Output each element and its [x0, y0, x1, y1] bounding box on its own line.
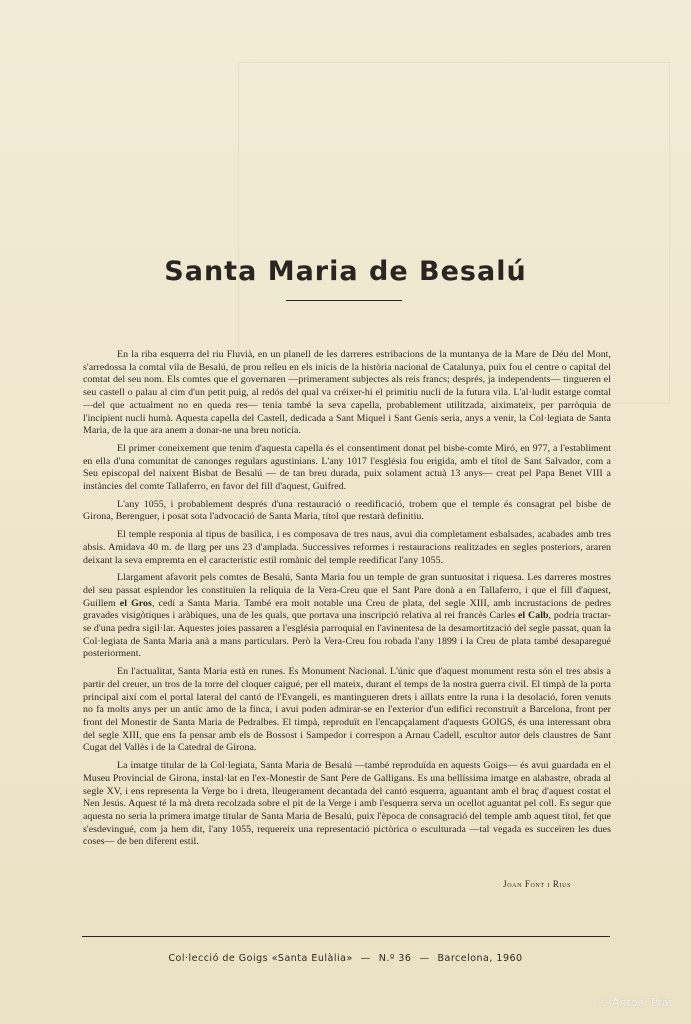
- paragraph: [83, 572, 611, 661]
- paragraph: [83, 443, 611, 494]
- footer-collection: Col·lecció de Goigs «Santa Eulàlia»: [168, 953, 353, 964]
- bold-epithet: el Calb: [517, 610, 549, 622]
- paragraph-text: , cedí a Santa Maria. També era molt notable una Creu de plata, del segle XIII, amb incrustacions de pedres gravades visigòtiques i aràbiques, una de les quals, que portava una inscripció relativa al rei francès Carles: [83, 597, 611, 622]
- article-body: [83, 349, 611, 854]
- footer: [0, 953, 691, 964]
- paragraph: [83, 349, 611, 438]
- paragraph: [83, 666, 611, 755]
- paragraph: [83, 760, 611, 849]
- paragraph-text: En la riba esquerra del riu Fluvià, en un planell de les darreres estribacions de la muntanya de la Mare de Déu del Mont, s'arredossa la comtal vila de Besalú, de prou relleu en els inicis de la història nacional de Catalunya, puix fou el centre o capital del comtat del seu nom. Els comtes que el governaren —primerament subjectes als reis francs; després, ja independents— tingueren el seu castell o palau al cim d'un petit puig, al redós del qual va créixer-hi el primitiu nucli de la futura vila. L'al·ludit estatge comtal —del que actualment no en queda res— tenia també la seva capella, probablement utilitzada, aiximateix, per parròquia de l'incipient nucli humà. Aquesta capella del Castell, dedicada a Sant Miquel i Sant Genís seria, anys a venir, la Col·legiata de Santa Maria, de la que ara anem a donar-ne una breu notícia.: [83, 349, 611, 437]
- author-signature: Joan Font i Rius: [503, 879, 571, 889]
- copyright-watermark: © Antoni Prat: [597, 996, 673, 1009]
- paragraph-text: L'any 1055, i probablement després d'una restauració o reedificació, trobem que el temple és consagrat pel bisbe de Girona, Berenguer, i posat sota l'advocació de Santa Maria, títol que restarà definitiu.: [83, 498, 611, 523]
- paragraph-text: El primer coneixement que tenim d'aquesta capella és el consentiment donat pel bisbe-comte Miró, en 977, a l'establiment en ella d'una comunitat de canonges regulars agustinians. L'any 1017 l'església fou erigida, amb el títol de Sant Salvador, com a Seu episcopal del naixent Bisbat de Besalú — de tan breu durada, puix solament actuà 13 anys— creat pel Papa Benet VIII a instàncies del comte Tallaferro, en favor del fill d'aquest, Guifred.: [83, 442, 611, 493]
- paragraph-text: El temple responia al tipus de basílica, i es composava de tres naus, avui dia completament esbalsades, acabades amb tres absis. Amidava 40 m. de llarg per uns 23 d'amplada. Successives reformes i restauracions realitzades en segles posteriors, araren deixant la seva empremta en el característic estil romànic del temple reedificat l'any 1055.: [83, 529, 611, 566]
- bold-epithet: el Gros: [119, 597, 152, 609]
- footer-number: N.º 36: [378, 953, 412, 964]
- paragraph-text: En l'actualitat, Santa Maria està en runes. Es Monument Nacional. L'únic que d'aquest monument resta són el tres absis a partir del creuer, un tros de la torre del cloquer caigué, per ell mateix, durant el temps de la nostra guerra civil. El timpà de la porta principal així com el portal lateral del cantó de l'Evangeli, es mantingueren drets i aïllats entre la runa i la desolació, foren venuts no fa molts anys per un antic amo de la finca, i avui poden admirar-se en l'exterior d'un edifici reconstruït a Barcelona, front per front del Monestir de Santa Maria de Pedralbes. El timpà, reproduït en l'encapçalament d'aquests GOIGS, és una interessant obra del segle XIII, que ens fa pensar amb els de Bossost i Sampedor i correspon a Arnau Cadell, escultor autor dels claustres de Sant Cugat del Vallès i de la Catedral de Girona.: [83, 666, 611, 754]
- footer-separator: —: [360, 953, 371, 964]
- paragraph-text: La imatge titular de la Col·legiata, Santa Maria de Besalú —també reproduïda en aquests Goigs— és avui guardada en el Museu Provincial de Girona, instal·lat en l'ex-Monestir de Sant Pere de Galligans. Es una bellíssima imatge en alabastre, obrada al segle XV, i ens representa la Verge bo i dreta, lleugerament decantada del cantó esquerra, aguantant amb el braç d'aquest costat el Nen Jesús. Aquest té la mà dreta recolzada sobre el pit de la Verge i amb l'esquerra serva un ocellot aguantat pel coll. Es segur que aquesta no seria la primera imatge titular de Santa Maria de Besalú, puix l'època de consagració del temple amb aquest títol, fet que s'esdevingué, com ja hem dit, l'any 1055, requereix una representació pictòrica o esculturada —tal vegada es succeïren les dues coses— de ben diferent estil.: [83, 760, 611, 848]
- title-underline: [286, 300, 402, 301]
- paragraph: [83, 529, 611, 567]
- footer-place-year: Barcelona, 1960: [437, 953, 523, 964]
- paragraph-text: , podria tractar-se d'una pedra sigil·lar. Aquestes joies passaren a l'església parroquial en l'avinentesa de la desamortització del segle passat, quan la Col·legiata de Santa Maria anà a mans particulars. Però la Vera-Creu fou robada l'any 1899 i la Creu de plata també desaparegué posteriorment.: [83, 610, 611, 660]
- paragraph-text: Llargament afavorit pels comtes de Besalú, Santa Maria fou un temple de gran suntuositat i riquesa. Les darreres mostres del seu passat esplendor les constituïen la relíquia de la Vera-Creu que el Sant Pare donà a en Tallaferro, i que el fill d'aquest, Guillem: [83, 572, 611, 609]
- footer-separator: —: [419, 953, 430, 964]
- paragraph: [83, 499, 611, 524]
- footer-divider: [82, 936, 610, 937]
- page-title: Santa Maria de Besalú: [164, 256, 527, 288]
